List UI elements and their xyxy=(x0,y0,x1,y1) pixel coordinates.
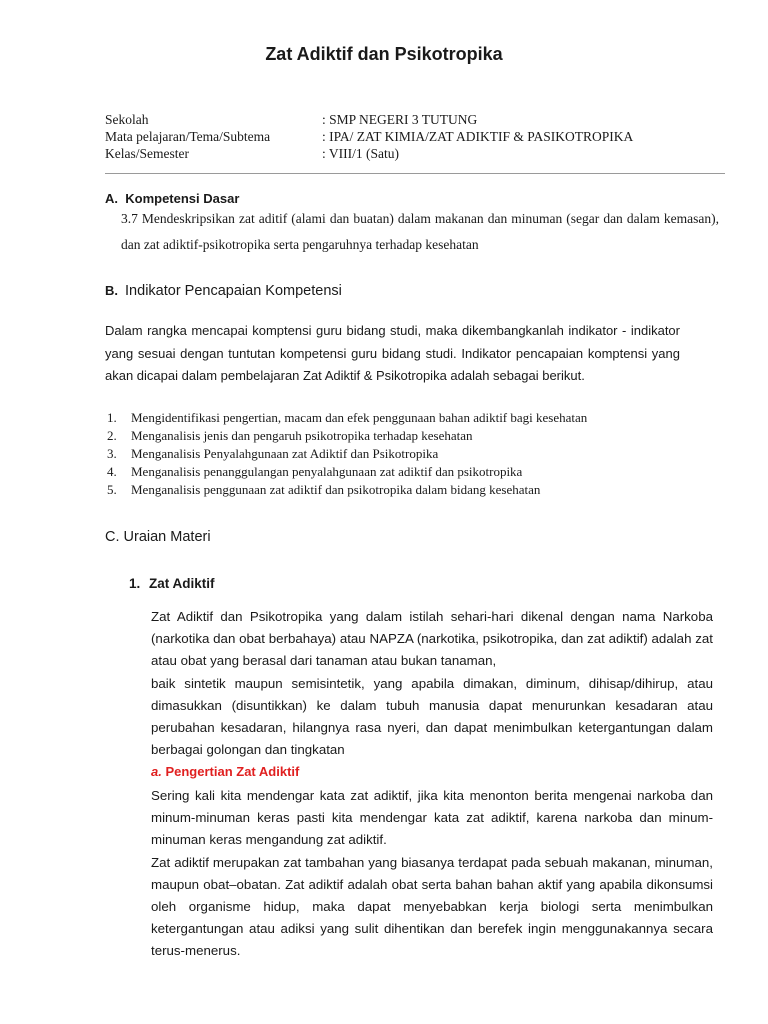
list-item xyxy=(107,463,587,481)
list-item-number: 5. xyxy=(107,482,117,497)
list-item-number: 1. xyxy=(107,410,117,425)
zat-adiktif-paragraph-1 xyxy=(151,606,713,672)
section-a-title: Kompetensi Dasar xyxy=(125,191,240,206)
list-item xyxy=(107,409,587,427)
section-c-heading: C. Uraian Materi xyxy=(105,529,211,545)
info-label-sekolah: Sekolah xyxy=(105,112,149,127)
section-a-heading xyxy=(105,191,239,206)
zat-adiktif-paragraph-2 xyxy=(151,673,713,761)
list-item-number: 2. xyxy=(107,428,117,443)
header-divider xyxy=(105,173,725,174)
list-item-number: 4. xyxy=(107,464,117,479)
subsection-zat-adiktif-heading xyxy=(129,576,215,591)
info-value-sekolah: : SMP NEGERI 3 TUTUNG xyxy=(322,112,478,127)
pengertian-paragraph-2 xyxy=(151,852,713,962)
paragraph-text: Zat adiktif merupakan zat tambahan yang biasanya terdapat pada sebuah makanan, minuman, maupun obat–obatan. Zat adiktif adalah obat serta bahan bahan aktif yang apabila dikonsumsi oleh organisme hidup, maka dapat menyebabkan kerja biologi serta menimbulkan ketergantungan atau adiksi yang sulit dihentikan dan berefek ingin menggunakannya secara terus-menerus. xyxy=(151,855,713,958)
paragraph-text: baik sintetik maupun semisintetik, yang apabila dimakan, diminum, dihisap/dihirup, atau dimasukkan (disuntikkan) ke dalam tubuh manusia dapat menurunkan kesadaran atau perubahan kesadaran, hilangnya rasa nyeri, dan dapat menimbulkan ketergantungan dalam berbagai golongan dan tingkatan xyxy=(151,676,713,757)
pengertian-paragraph-1 xyxy=(151,785,713,851)
section-b-heading xyxy=(105,283,342,299)
list-item xyxy=(107,481,587,499)
pengertian-heading xyxy=(151,764,299,779)
info-value-kelas: : VIII/1 (Satu) xyxy=(322,146,399,161)
paragraph-text: Zat Adiktif dan Psikotropika yang dalam istilah sehari-hari dikenal dengan nama Narkoba (narkotika dan obat berbahaya) atau NAPZA (narkotika, psikotropika, dan zat adiktif) adalah zat atau obat yang berasal dari tanaman atau bukan tanaman, xyxy=(151,609,713,668)
indikator-intro: Dalam rangka mencapai komptensi guru bidang studi, maka dikembangkanlah indikator - indikator yang sesuai dengan tuntutan kompetensi guru bidang studi. Indikator pencapaian komptensi yang akan dicapai dalam pembelajaran Zat Adiktif & Psikotropika adalah sebagai berikut. xyxy=(105,323,680,383)
paragraph-text: Sering kali kita mendengar kata zat adiktif, jika kita menonton berita mengenai narkoba dan minum-minuman keras pasti kita mendengar kata zat adiktif, karena narkoba dan minum-minuman keras mengandung zat adiktif. xyxy=(151,788,713,847)
pengertian-title: Pengertian Zat Adiktif xyxy=(165,764,300,779)
list-item-text: Menganalisis penggunaan zat adiktif dan psikotropika dalam bidang kesehatan xyxy=(131,482,541,497)
document-title: Zat Adiktif dan Psikotropika xyxy=(265,44,503,64)
kompetensi-dasar-text: 3.7 Mendeskripsikan zat aditif (alami dan buatan) dalam makanan dan minuman (segar dan dalam kemasan), dan zat adiktif-psikotropika serta pengaruhnya terhadap kesehatan xyxy=(121,211,719,252)
list-item-text: Menganalisis penanggulangan penyalahgunaan zat adiktif dan psikotropika xyxy=(131,464,523,479)
list-item-text: Menganalisis Penyalahgunaan zat Adiktif dan Psikotropika xyxy=(131,446,439,461)
list-item xyxy=(107,445,587,463)
list-item-number: 3. xyxy=(107,446,117,461)
info-label-mapel: Mata pelajaran/Tema/Subtema xyxy=(105,129,271,144)
subsection-title: Zat Adiktif xyxy=(149,576,215,591)
section-b-title: Indikator Pencapaian Kompetensi xyxy=(125,283,342,299)
section-b-marker: B. xyxy=(105,283,118,298)
subsection-number: 1. xyxy=(129,576,141,591)
section-a-marker: A. xyxy=(105,191,118,206)
list-item xyxy=(107,427,587,445)
list-item-text: Menganalisis jenis dan pengaruh psikotropika terhadap kesehatan xyxy=(131,428,473,443)
info-value-mapel: : IPA/ ZAT KIMIA/ZAT ADIKTIF & PASIKOTROPIKA xyxy=(322,129,634,144)
info-label-kelas: Kelas/Semester xyxy=(105,146,189,161)
indikator-list xyxy=(107,409,587,499)
list-item-text: Mengidentifikasi pengertian, macam dan efek penggunaan bahan adiktif bagi kesehatan xyxy=(131,410,588,425)
pengertian-marker: a. xyxy=(151,764,162,779)
